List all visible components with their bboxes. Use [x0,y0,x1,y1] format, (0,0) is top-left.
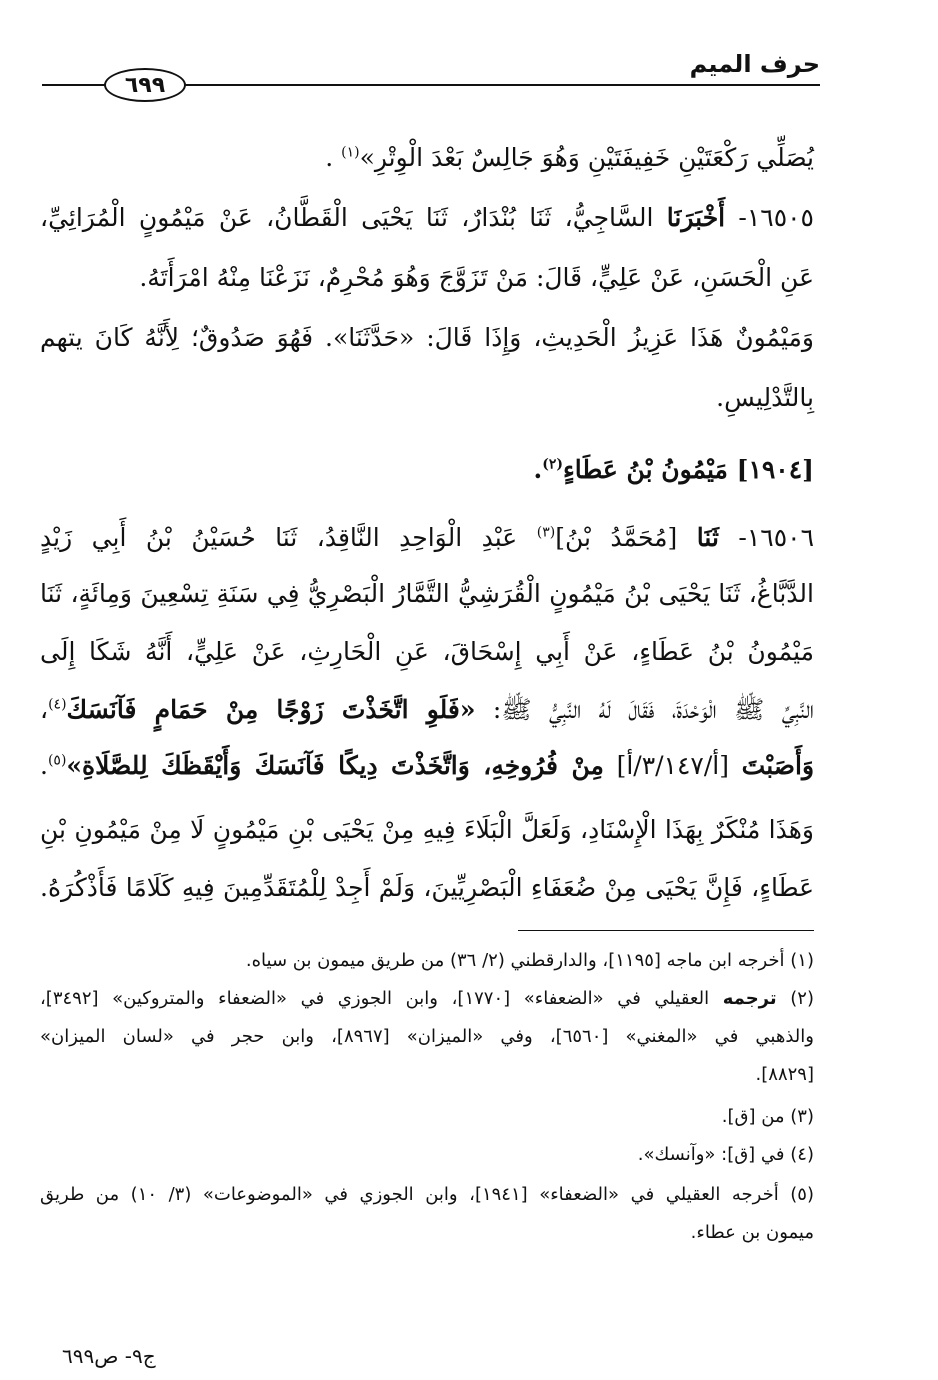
footnote-5-line-2 [691,1218,814,1248]
line-end: ، [40,695,49,724]
text-line-1 [325,138,814,178]
text-line-8 [40,574,814,614]
footnote-2-line-3 [756,1060,814,1090]
footnote-text: (٤) في [ق]: «وآنسك». [637,1144,814,1165]
line-text: بِالتَّدْلِيسِ. [716,383,814,412]
line-text: النَّبِيِّ ﷺ الْوَحْدَةَ، فَقَالَ لَهُ النَّبِيُّ ﷺ: [492,695,814,724]
entry-heading [534,450,814,490]
line-end: . [325,143,334,172]
line-text: وَمَيْمُونٌ هَذَا عَزِيزُ الْحَدِيثِ، وَإِذَا قَالَ: «حَدَّثَنَا». فَهُوَ صَدُوقٌ؛ لِأَنَّهُ كَانَ يتهم [40,323,814,352]
footnote-ref: (١) [341,144,360,161]
footnote-ref: (٣) [536,524,556,541]
footnote-text: ميمون بن عطاء. [690,1222,814,1243]
hadith-chain: السَّاجِيُّ، ثَنَا بُنْدَارٌ، ثَنَا يَحْيَى الْقَطَّانُ، عَنْ مَيْمُونٍ الْمُرَائِيِّ، [40,203,654,232]
text-line-5 [716,378,814,418]
footnote-ref: (٥) [47,752,67,769]
line-text: يُصَلِّي رَكْعَتَيْنِ خَفِيفَتَيْنِ وَهُوَ جَالِسٌ بَعْدَ الْوِتْرِ» [359,143,814,172]
hadith-chain: عَبْدِ الْوَاحِدِ النَّاقِدُ، ثَنَا حُسَيْنُ بْنُ أَبِي زَيْدٍ [40,523,518,552]
footnote-5 [40,1180,814,1210]
footnote-text: والذهبي في «المغني» [٦٥٦٠]، وفي «الميزان» [٨٩٦٧]، وابن حجر في «لسان الميزان» [40,1026,814,1047]
footnote-text: (٣) من [ق]. [721,1106,814,1127]
prophetic-quote: مِنْ فُرُوخِهِ، وَاتَّخَذْتَ دِيكًا فَآنَسَكَ وَأَيْقَظَكَ لِلصَّلَاةِ» [66,751,604,780]
volume-page-reference [62,1344,156,1368]
line-text: مَيْمُونُ بْنُ عَطَاءٍ، عَنْ أَبِي إِسْحَاقَ، عَنِ الْحَارِثِ، عَنْ عَلِيٍّ، أَنَّهُ شَكَا إِلَى [40,637,814,666]
hadith-number: ١٦٥٠٦- [738,523,815,552]
footnote-2 [40,984,814,1014]
line-end: . [40,751,48,780]
footnote-text: [٨٨٢٩]. [755,1064,814,1085]
footnote-2-line-2 [40,1022,814,1052]
page-number-badge [104,68,186,102]
entry-heading-text: [١٩٠٤] مَيْمُونُ بْنُ عَطَاءٍ [563,455,814,484]
line-end: . [533,455,543,484]
prophetic-quote: وَأَصَبْتَ [741,751,815,780]
footnote-1 [246,946,814,976]
hadith-number: ١٦٥٠٥- [738,203,814,232]
footnote-4 [638,1140,814,1170]
line-text: الدَّبَّاغُ، ثَنَا يَحْيَى بْنُ مَيْمُونٍ الْقُرَشِيُّ التَّمَّارُ الْبَصْرِيُّ فِي سَنَةِ تِسْعِينَ وَمِائَةٍ، ثَنَا [40,579,814,608]
text-line-9 [40,632,814,672]
footer-text: ج٩- ص٦٩٩ [62,1344,156,1368]
manuscript-ref: [أ/٣/١٤٧/أ] [616,751,729,780]
text-line-13 [40,868,814,908]
footnote-ref: (٤) [48,696,67,713]
hadith-16506 [40,518,814,558]
footnote-text: (١) أخرجه ابن ماجه [١١٩٥]، والدارقطني (٢/ ٣٦) من طريق ميمون بن سياه. [245,950,814,971]
footnote-separator [518,930,814,931]
text-line-4 [40,318,814,358]
page-number: ٦٩٩ [124,72,166,98]
text-line-10 [40,690,814,730]
hadith-lead-word: أَخْبَرَنَا [666,203,726,232]
line-text: عَطَاءٍ، فَإِنَّ يَحْيَى مِنْ ضُعَفَاءِ الْبَصْرِيِّينَ، وَلَمْ أَجِدْ لِلْمُتَقَدِّمِينَ فِيهِ كَلَامًا فَأَذْكُرَهُ. [40,873,814,902]
hadith-chain: [مُحَمَّدُ بْنُ] [555,523,678,552]
chapter-title: حرف الميم [689,50,820,78]
footnote-number: (٢) [790,988,814,1009]
footnote-text: العقيلي في «الضعفاء» [١٧٧٠]، وابن الجوزي في «الضعفاء والمتروكين» [٣٤٩٢]، [40,988,710,1009]
text-line-12 [40,810,814,850]
footnote-3 [722,1102,814,1132]
footnote-ref: (٢) [542,456,564,473]
text-line-3 [139,258,814,298]
line-text: عَنِ الْحَسَنِ، عَنْ عَلِيٍّ، قَالَ: مَنْ تَزَوَّجَ وَهُوَ مُحْرِمٌ، نَزَعْنَا مِنْهُ امْرَأَتَهُ. [139,263,814,292]
hadith-lead-word: ثَنَا [696,523,719,552]
line-text: وَهَذَا مُنْكَرٌ بِهَذَا الْإِسْنَادِ، وَلَعَلَّ الْبَلَاءَ فِيهِ مِنْ يَحْيَى بْنِ مَيْمُونٍ لَا مِنْ مَيْمُونِ بْنِ [40,815,814,844]
footnote-text: (٥) أخرجه العقيلي في «الضعفاء» [١٩٤١]، وابن الجوزي في «الموضوعات» (٣/ ١٠) من طريق [40,1184,814,1205]
hadith-16505 [40,198,814,238]
prophetic-quote: «فَلَوِ اتَّخَذْتَ زَوْجًا مِنْ حَمَامٍ فَآنَسَكَ [66,695,476,724]
footnote-lead-word: ترجمه [722,988,777,1009]
text-line-11 [40,746,814,786]
